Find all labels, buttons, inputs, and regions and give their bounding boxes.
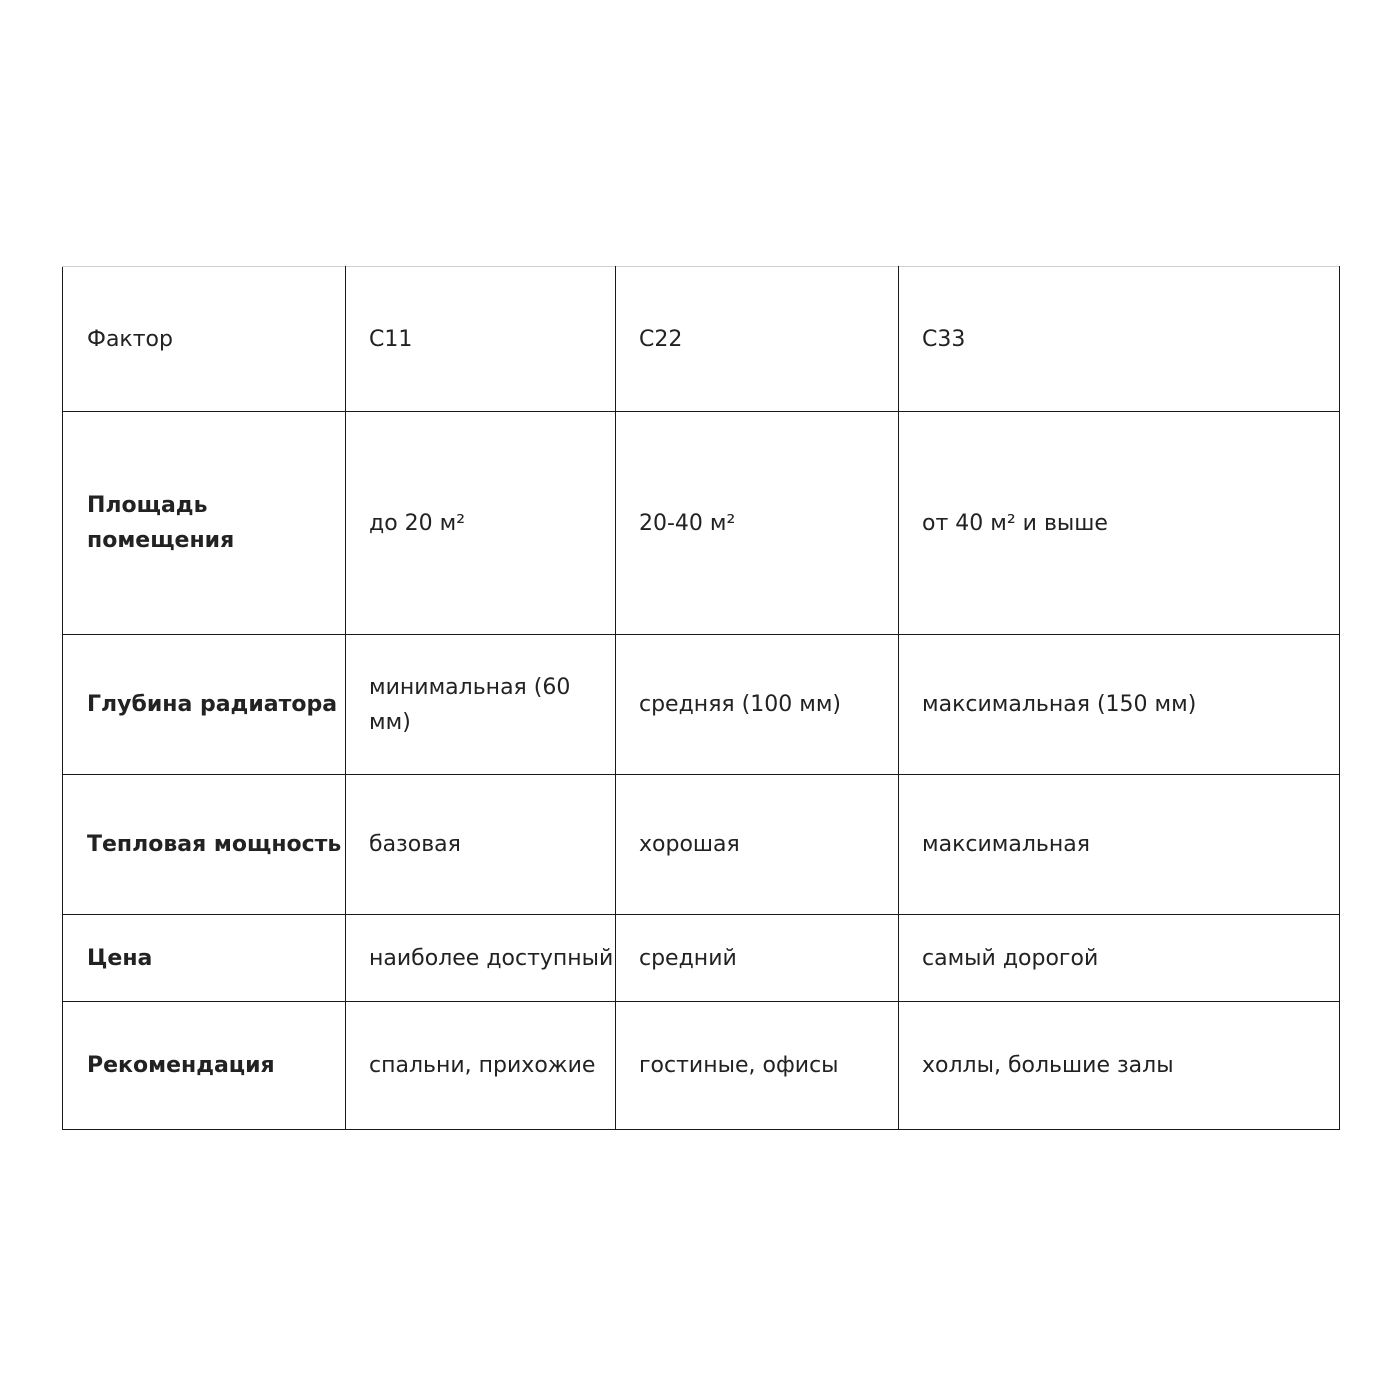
row-label-cell: Площадь помещения	[63, 412, 346, 635]
table-cell: гостиные, офисы	[616, 1002, 899, 1130]
header-cell-c11: С11	[346, 267, 616, 412]
header-cell-factor: Фактор	[63, 267, 346, 412]
table-cell: до 20 м²	[346, 412, 616, 635]
table-cell: холлы, большие залы	[899, 1002, 1340, 1130]
header-cell-c33: С33	[899, 267, 1340, 412]
table-cell: наиболее доступный	[346, 915, 616, 1002]
table-cell: спальни, прихожие	[346, 1002, 616, 1130]
row-label-cell: Глубина радиатора	[63, 635, 346, 775]
comparison-table	[62, 266, 1340, 1130]
table-row	[63, 915, 1340, 1002]
header-cell-c22: С22	[616, 267, 899, 412]
row-label-cell: Рекомендация	[63, 1002, 346, 1130]
table-cell: минимальная (60 мм)	[346, 635, 616, 775]
row-label-cell: Цена	[63, 915, 346, 1002]
table-cell: максимальная	[899, 775, 1340, 915]
table-cell: средняя (100 мм)	[616, 635, 899, 775]
table-cell: максимальная (150 мм)	[899, 635, 1340, 775]
table-cell: хорошая	[616, 775, 899, 915]
comparison-table-container	[62, 266, 1339, 1130]
table-cell: самый дорогой	[899, 915, 1340, 1002]
table-cell: 20-40 м²	[616, 412, 899, 635]
table-header-row	[63, 267, 1340, 412]
table-row	[63, 635, 1340, 775]
table-row	[63, 775, 1340, 915]
table-cell: базовая	[346, 775, 616, 915]
row-label-cell: Тепловая мощность	[63, 775, 346, 915]
table-cell: от 40 м² и выше	[899, 412, 1340, 635]
table-row	[63, 412, 1340, 635]
table-cell: средний	[616, 915, 899, 1002]
table-row	[63, 1002, 1340, 1130]
